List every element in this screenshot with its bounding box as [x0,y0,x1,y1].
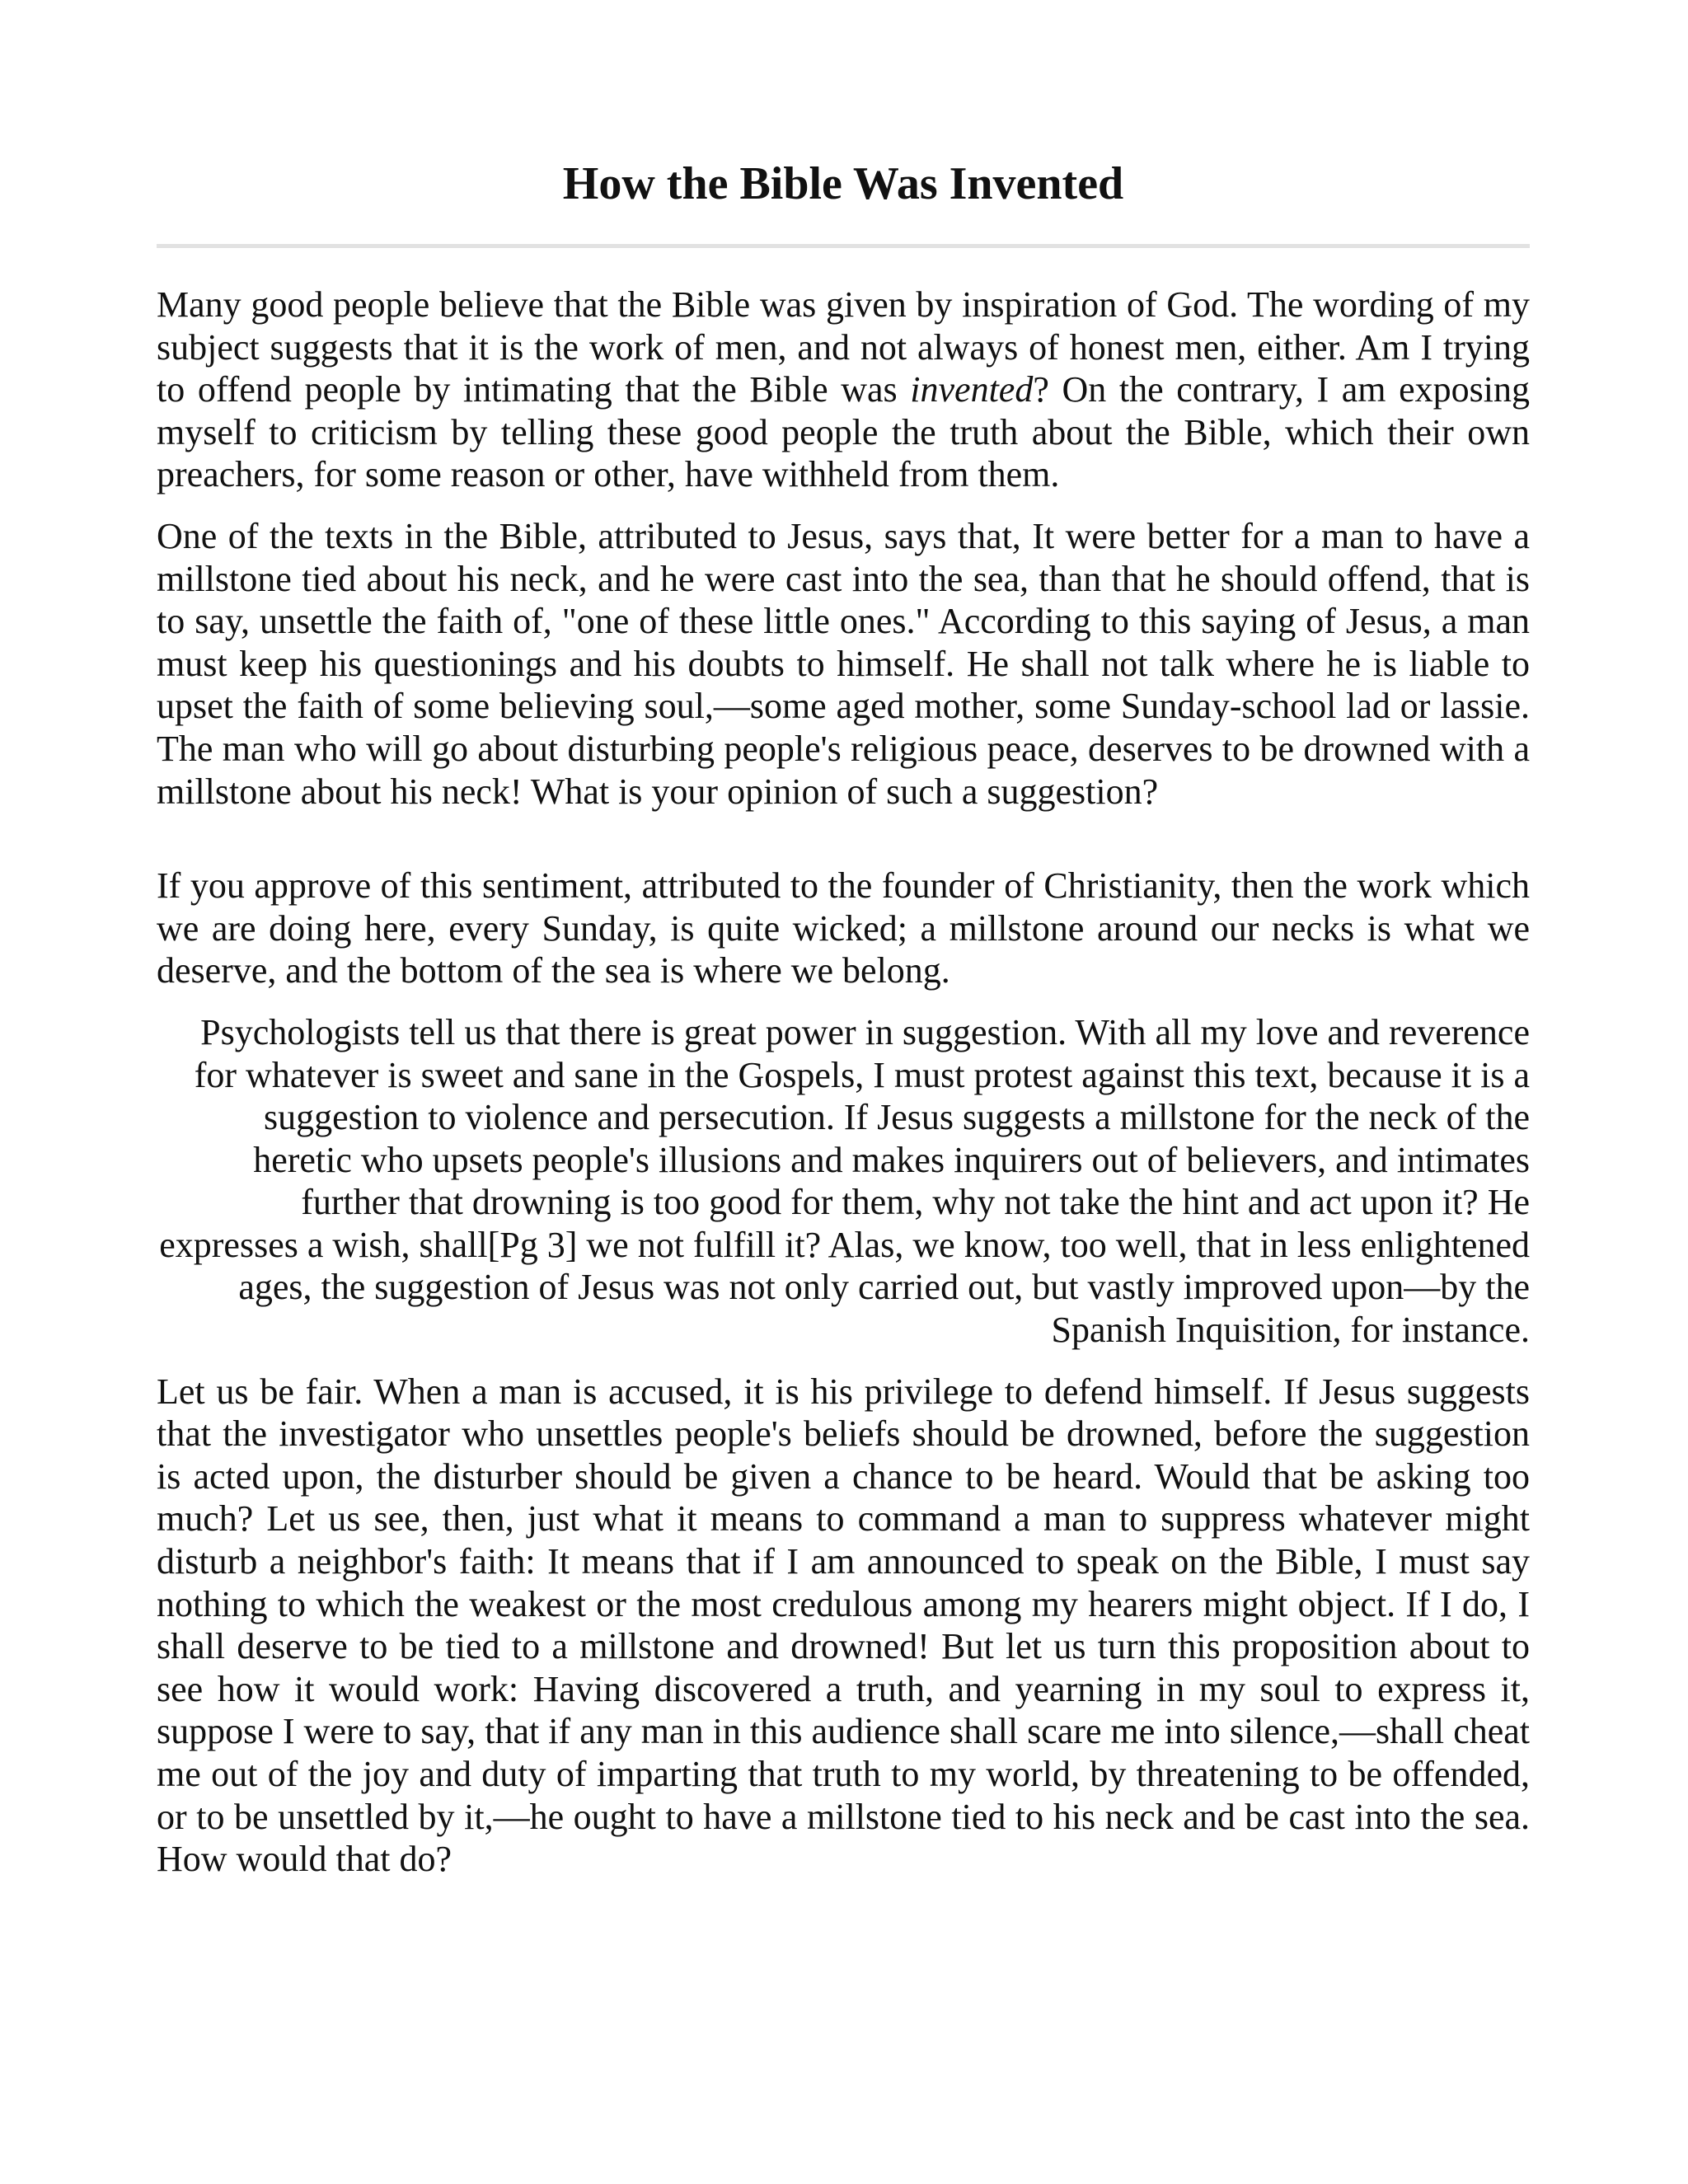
document-body [157,284,1530,1900]
page-title: How the Bible Was Invented [562,158,1124,209]
paragraph-4: Psychologists tell us that there is great power in suggestion. With all my love and reverence for whatever is sweet and sane in the Gospels, I must protest against this text, because it is a suggestion to violence and persecution. If Jesus suggests a millstone for the neck of the heretic who upsets people's illusions and makes inquirers out of believers, and intimates further that drowning is too good for them, why not take the hint and act upon it? He expresses a wish, shall[Pg 3] we not fulfill it? Alas, we know, too well, that in less enlightened ages, the suggestion of Jesus was not only carried out, but vastly improved upon—by the Spanish Inquisition, for instance. [159,1011,1530,1351]
paragraph-1 [157,284,1530,496]
paragraph-2: One of the texts in the Bible, attributed to Jesus, says that, It were better for a man to have a millstone tied about his neck, and he were cast into the sea, than that he should offend, that is to say, unsettle the faith of, "one of these little ones." According to this saying of Jesus, a man must keep his questionings and his doubts to himself. He shall not talk where he is liable to upset the faith of some believing soul,—some aged mother, some Sunday-school lad or lassie. The man who will go about disturbing people's religious peace, deserves to be drowned with a millstone about his neck! What is your opinion of such a suggestion? [157,515,1530,812]
paragraph-5: Let us be fair. When a man is accused, it is his privilege to defend himself. If Jesus suggests that the investigator who unsettles people's beliefs should be drowned, before the suggestion is acted upon, the disturber should be given a chance to be heard. Would that be asking too much? Let us see, then, just what it means to command a man to suppress whatever might disturb a neighbor's faith: It means that if I am announced to speak on the Bible, I must say nothing to which the weakest or the most credulous among my hearers might object. If I do, I shall deserve to be tied to a millstone and drowned! But let us turn this proposition about to see how it would work: Having discovered a truth, and yearning in my soul to express it, suppose I were to say, that if any man in this audience shall scare me into silence,—shall cheat me out of the joy and duty of imparting that truth to my world, by threatening to be offended, or to be unsettled by it,—he ought to have a millstone tied to his neck and be cast into the sea. How would that do? [157,1371,1530,1880]
emphasis-invented: invented [910,369,1034,410]
paragraph-1-text-start: Many good people believe that the Bible was given by inspiration of God. The wording of my subject suggests that it is the work of men, and not always of honest men, either. Am I trying to offend people by intimating that the Bible was [157,284,1530,410]
paragraph-1-text-end: ? On the contrary, I am exposing myself to criticism by telling these good people the truth about the Bible, which their own preachers, for some reason or other, have withheld from them. [157,369,1530,495]
paragraph-3: If you approve of this sentiment, attributed to the founder of Christianity, then the work which we are doing here, every Sunday, is quite wicked; a millstone around our necks is what we deserve, and the bottom of the sea is where we belong. [157,865,1530,991]
title-divider [157,244,1530,248]
